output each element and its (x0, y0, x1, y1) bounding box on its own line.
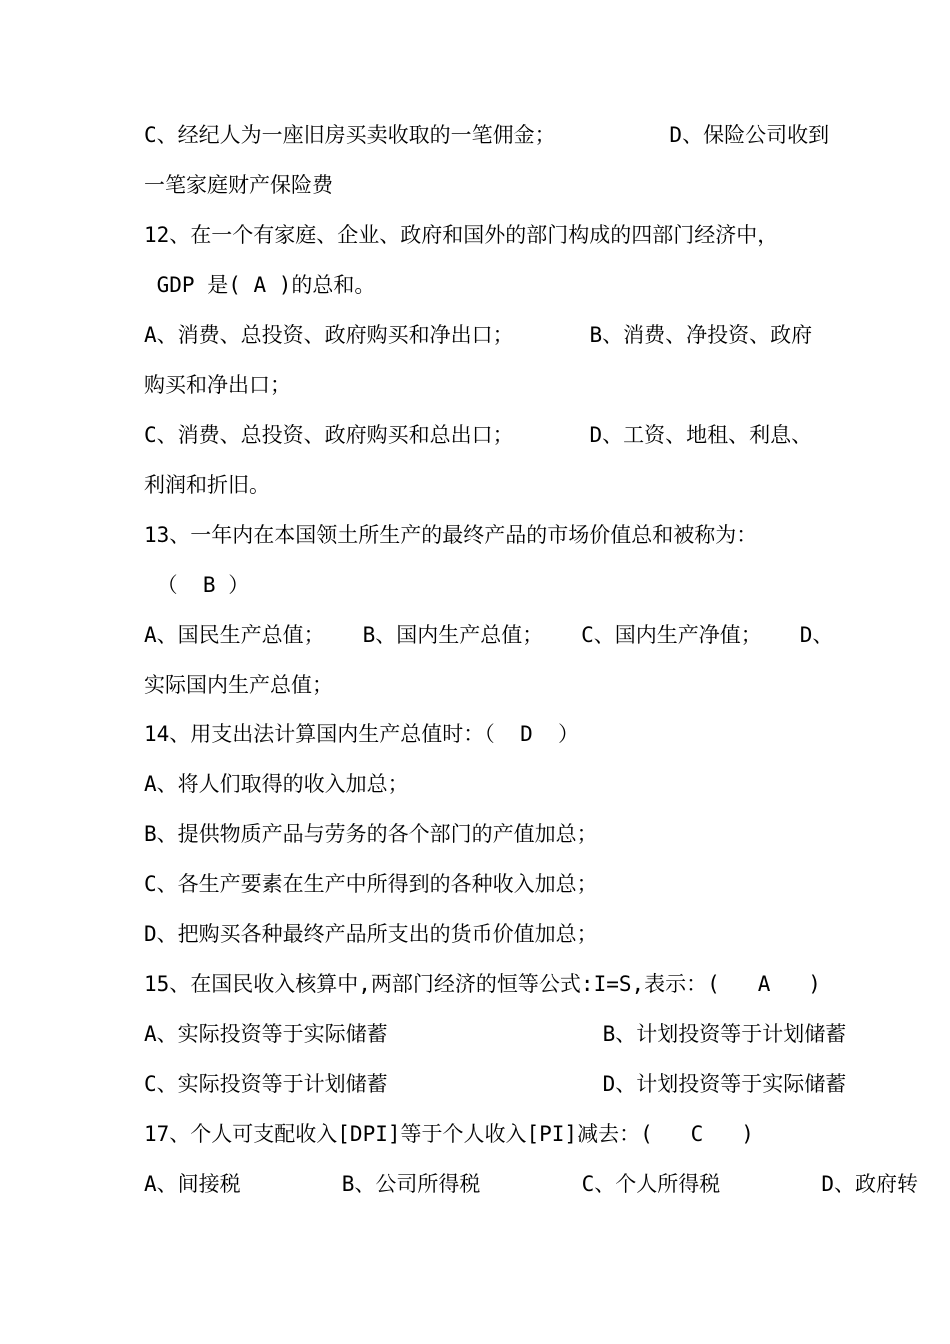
q14-option-b: B、提供物质产品与劳务的各个部门的产值加总； (144, 822, 598, 846)
q17-stem: 17、个人可支配收入[DPI]等于个人收入[PI]减去：( C ) (144, 1122, 754, 1146)
q15-option-a-b: A、实际投资等于实际储蓄 B、计划投资等于计划储蓄 (144, 1022, 847, 1046)
q12-option-d-continued: 利润和折旧。 (144, 473, 270, 497)
q15-stem: 15、在国民收入核算中,两部门经济的恒等公式:I=S,表示：( A ) (144, 972, 821, 996)
q11-option-d-continued: 一笔家庭财产保险费 (144, 173, 333, 197)
q13-option-d-continued: 实际国内生产总值； (144, 673, 333, 697)
q14-stem: 14、用支出法计算国内生产总值时：（ D ） (144, 722, 579, 746)
q12-option-a-b: A、消费、总投资、政府购买和净出口； B、消费、净投资、政府 (144, 323, 813, 347)
q13-answer: （ B ） (144, 573, 250, 597)
q12-stem-continued: GDP 是( A )的总和。 (144, 273, 376, 297)
q14-option-a: A、将人们取得的收入加总； (144, 772, 409, 796)
q13-options: A、国民生产总值； B、国内生产总值； C、国内生产净值； D、 (144, 623, 834, 647)
q12-option-b-continued: 购买和净出口； (144, 373, 291, 397)
q14-option-c: C、各生产要素在生产中所得到的各种收入加总； (144, 872, 598, 896)
q12-option-c-d: C、消费、总投资、政府购买和总出口； D、工资、地租、利息、 (144, 423, 813, 447)
q14-option-d: D、把购买各种最终产品所支出的货币价值加总； (144, 922, 598, 946)
q17-options: A、间接税 B、公司所得税 C、个人所得税 D、政府转 (144, 1172, 919, 1196)
q12-stem: 12、在一个有家庭、企业、政府和国外的部门构成的四部门经济中， (144, 223, 779, 247)
q15-option-c-d: C、实际投资等于计划储蓄 D、计划投资等于实际储蓄 (144, 1072, 847, 1096)
q13-stem: 13、一年内在本国领土所生产的最终产品的市场价值总和被称为： (144, 523, 758, 547)
q11-option-c-d: C、经纪人为一座旧房买卖收取的一笔佣金； D、保险公司收到 (144, 123, 830, 147)
